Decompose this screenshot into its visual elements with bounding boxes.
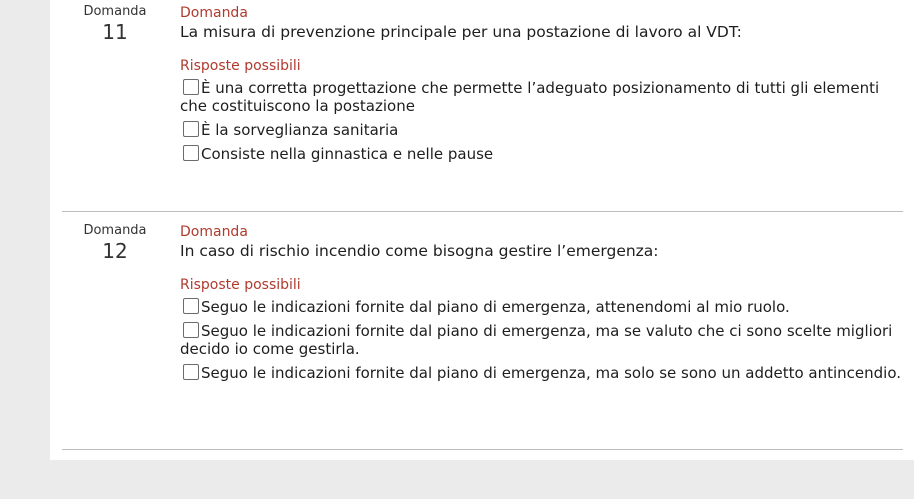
answer-option[interactable] [180,298,905,316]
question-text: In caso di rischio incendio come bisogna gestire l’emergenza: [180,242,659,260]
question-divider [62,211,903,212]
question-meta-label: Domanda [83,4,147,19]
answer-option[interactable] [180,322,905,358]
answer-options [180,57,905,163]
answers-label: Risposte possibili [180,58,301,74]
question-text: La misura di prevenzione principale per una postazione di lavoro al VDT: [180,23,742,41]
question-number: 11 [102,20,128,44]
answer-text: Seguo le indicazioni fornite dal piano di emergenza, ma solo se sono un addetto antincendio. [201,364,902,382]
answer-option[interactable] [180,121,905,139]
question-meta-label: Domanda [83,223,147,238]
question-body [180,4,905,169]
answer-checkbox[interactable] [183,79,199,95]
answer-option[interactable] [180,364,905,382]
answer-text: È la sorveglianza sanitaria [201,121,399,139]
answer-option[interactable] [180,145,905,163]
answer-checkbox[interactable] [183,121,199,137]
answer-text: Seguo le indicazioni fornite dal piano di emergenza, ma se valuto che ci sono scelte migliori decido io come gestirla. [180,322,893,358]
answer-option[interactable] [180,79,905,115]
question-label: Domanda [180,5,248,21]
answer-checkbox[interactable] [183,145,199,161]
answer-text: Consiste nella ginnastica e nelle pause [201,145,494,163]
answer-text: È una corretta progettazione che permette l’adeguato posizionamento di tutti gli elementi che costituiscono la postazione [180,79,880,115]
answer-checkbox[interactable] [183,364,199,380]
answer-text: Seguo le indicazioni fornite dal piano di emergenza, attenendomi al mio ruolo. [201,298,790,316]
quiz-sheet [50,0,914,460]
answer-checkbox[interactable] [183,322,199,338]
question-number: 12 [102,239,128,263]
answers-label: Risposte possibili [180,277,301,293]
answer-checkbox[interactable] [183,298,199,314]
answer-options [180,276,905,382]
question-label: Domanda [180,224,248,240]
question-body [180,223,905,388]
question-divider [62,449,903,450]
question-meta [50,4,180,44]
question-meta [50,223,180,263]
